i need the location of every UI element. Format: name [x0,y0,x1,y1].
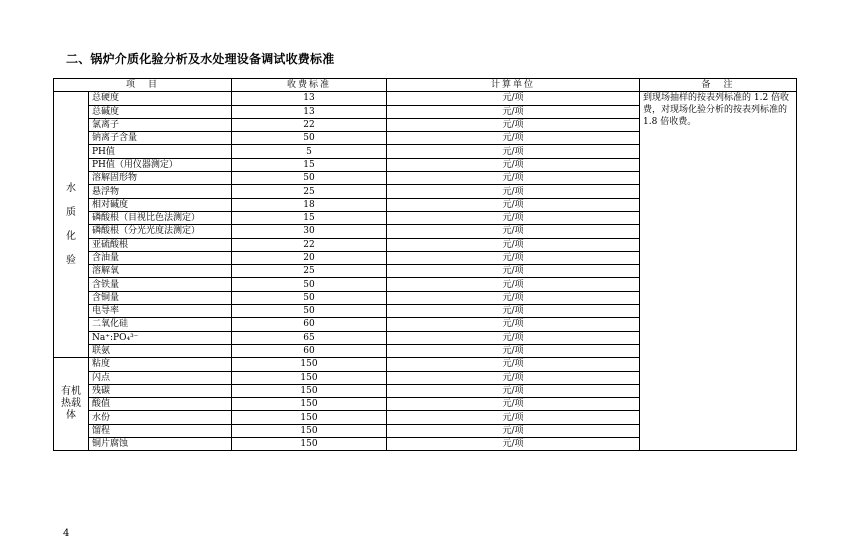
unit-value: 元/项 [387,318,640,331]
unit-value: 元/项 [387,291,640,304]
fee-value: 18 [232,198,387,211]
item-name: 电导率 [89,305,232,318]
unit-value: 元/项 [387,211,640,224]
fee-value: 150 [232,424,387,437]
fee-value: 150 [232,438,387,451]
unit-value: 元/项 [387,145,640,158]
item-name: 钠离子含量 [89,132,232,145]
unit-value: 元/项 [387,344,640,357]
unit-value: 元/项 [387,398,640,411]
fee-value: 50 [232,132,387,145]
table-row [54,92,797,105]
fee-value: 13 [232,105,387,118]
item-name: 溶解固形物 [89,172,232,185]
group-label-char: 质 [66,206,76,218]
group-label-char: 有机 [61,386,81,398]
fee-value: 25 [232,265,387,278]
header-fee: 收费标准 [232,79,387,92]
item-name: 磷酸根（分光光度法测定） [89,225,232,238]
header-remark: 备 注 [640,79,797,92]
unit-value: 元/项 [387,132,640,145]
unit-value: 元/项 [387,305,640,318]
section-title: 二、锅炉介质化验分析及水处理设备调试收费标准 [66,52,335,66]
unit-value: 元/项 [387,105,640,118]
unit-value: 元/项 [387,278,640,291]
item-name: 粘度 [89,358,232,371]
fee-value: 30 [232,225,387,238]
unit-value: 元/项 [387,411,640,424]
item-name: PH值 [89,145,232,158]
remark-cell: 到现场抽样的按表列标准的 1.2 倍收费，对现场化验分析的按表列标准的 1.8 倍收费。 [640,92,797,451]
fee-table [53,78,797,451]
item-name: 相对碱度 [89,198,232,211]
group-label-char: 验 [66,254,76,266]
fee-value: 5 [232,145,387,158]
fee-value: 150 [232,411,387,424]
item-name: 含铜量 [89,291,232,304]
fee-value: 15 [232,211,387,224]
fee-value: 150 [232,371,387,384]
item-name: 总碱度 [89,105,232,118]
item-name: 残碳 [89,384,232,397]
item-name: 含铁量 [89,278,232,291]
unit-value: 元/项 [387,198,640,211]
unit-value: 元/项 [387,118,640,131]
fee-value: 22 [232,238,387,251]
fee-value: 150 [232,398,387,411]
unit-value: 元/项 [387,438,640,451]
unit-value: 元/项 [387,424,640,437]
fee-value: 20 [232,251,387,264]
item-name: 氯离子 [89,118,232,131]
fee-value: 50 [232,172,387,185]
unit-value: 元/项 [387,358,640,371]
item-name: 水份 [89,411,232,424]
unit-value: 元/项 [387,225,640,238]
unit-value: 元/项 [387,251,640,264]
group-label-organic [54,358,89,451]
group-label-water [54,92,89,358]
item-name: 闪点 [89,371,232,384]
header-item: 项 目 [54,79,232,92]
item-name: 含油量 [89,251,232,264]
fee-value: 50 [232,291,387,304]
unit-value: 元/项 [387,172,640,185]
item-name: PH值（用仪器测定） [89,158,232,171]
group-label-char: 热载 [61,398,81,410]
fee-value: 50 [232,305,387,318]
item-name: 悬浮物 [89,185,232,198]
unit-value: 元/项 [387,238,640,251]
group-label-char: 水 [66,182,76,194]
unit-value: 元/项 [387,185,640,198]
fee-value: 150 [232,358,387,371]
fee-value: 65 [232,331,387,344]
item-name: 溶解氧 [89,265,232,278]
group-label-char: 体 [66,410,76,422]
unit-value: 元/项 [387,158,640,171]
fee-value: 22 [232,118,387,131]
item-name: 铜片腐蚀 [89,438,232,451]
unit-value: 元/项 [387,331,640,344]
unit-value: 元/项 [387,92,640,105]
unit-value: 元/项 [387,384,640,397]
unit-value: 元/项 [387,265,640,278]
item-name: 酸值 [89,398,232,411]
fee-value: 60 [232,318,387,331]
fee-value: 13 [232,92,387,105]
item-name: 联氨 [89,344,232,357]
page-number: 4 [63,528,70,539]
item-name: 磷酸根（目视比色法测定） [89,211,232,224]
group-label-char: 化 [66,230,76,242]
fee-value: 150 [232,384,387,397]
fee-value: 15 [232,158,387,171]
item-name: 馏程 [89,424,232,437]
fee-value: 60 [232,344,387,357]
item-name: 总硬度 [89,92,232,105]
item-name: 亚硫酸根 [89,238,232,251]
table-header-row [54,79,797,92]
item-name: Na⁺:PO₄³⁻ [89,331,232,344]
fee-value: 25 [232,185,387,198]
header-unit: 计算单位 [387,79,640,92]
unit-value: 元/项 [387,371,640,384]
item-name: 二氧化硅 [89,318,232,331]
fee-value: 50 [232,278,387,291]
